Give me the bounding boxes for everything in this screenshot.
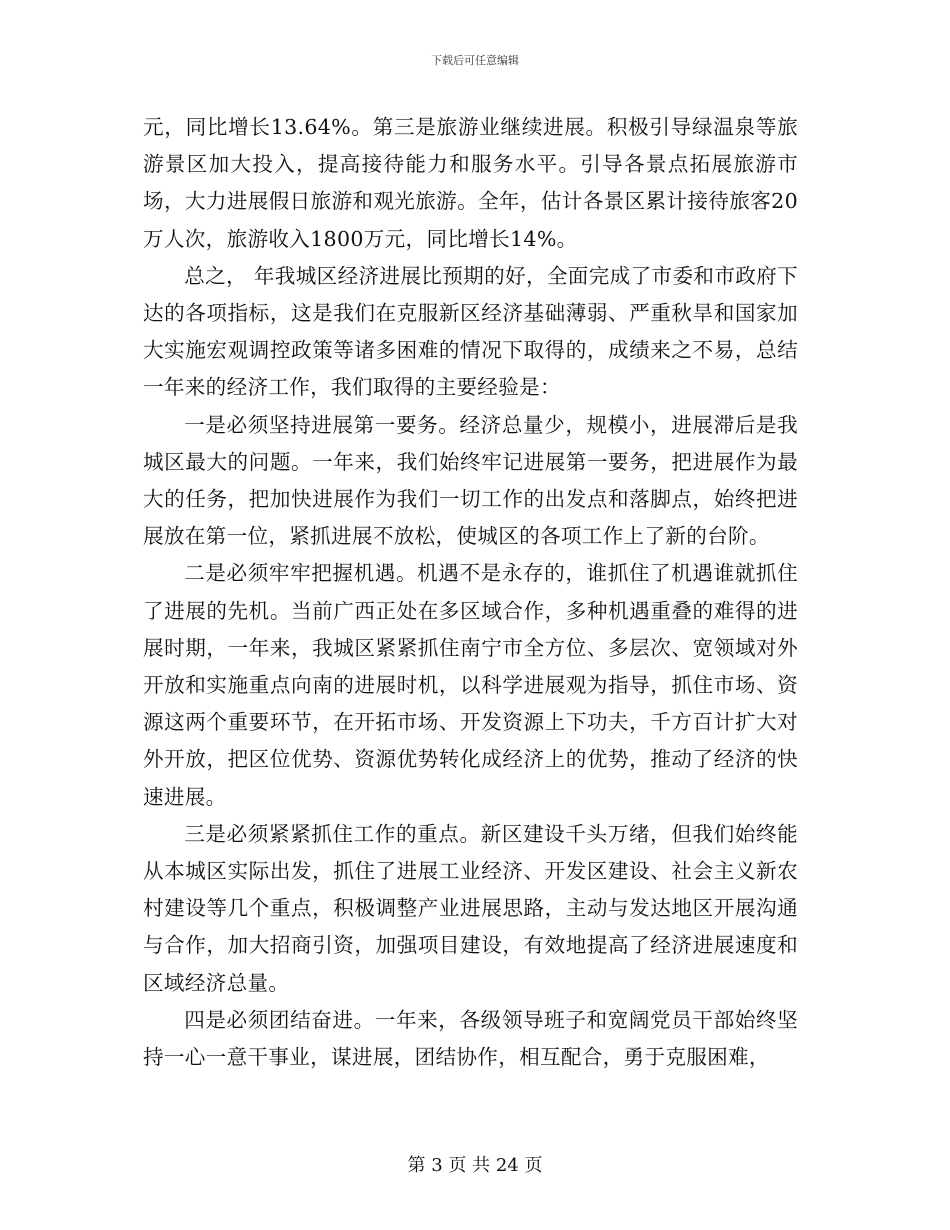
paragraph-continuation: 元，同比增长13.64%。第三是旅游业继续进展。积极引导绿温泉等旅游景区加大投入，提高接待能力和服务水平。引导各景点拓展旅游市场，大力进展假日旅游和观光旅游。全年，估计各景区累计接待旅客20万人次，旅游收入1800万元，同比增长14%。 bbox=[143, 115, 798, 251]
paragraph-summary: 总之， 年我城区经济进展比预期的好，全面完成了市委和市政府下达的各项指标，这是我们在克服新区经济基础薄弱、严重秋旱和国家加大实施宏观调控政策等诸多困难的情况下取得的，成绩来之不易，总结一年来的经济工作，我们取得的主要经验是： bbox=[143, 263, 798, 400]
page-header: 下载后可任意编辑 bbox=[431, 54, 519, 67]
paragraph-experience-2: 二是必须牢牢把握机遇。机遇不是永存的，谁抓住了机遇谁就抓住了进展的先机。当前广西正处在多区域合作，多种机遇重叠的难得的进展时期，一年来，我城区紧紧抓住南宁市全方位、多层次、宽领域对外开放和实施重点向南的进展时机，以科学进展观为指导，抓住市场、资源这两个重要环节，在开拓市场、开发资源上下功夫，千方百计扩大对外开放，把区位优势、资源优势转化成经济上的优势，推动了经济的快速进展。 bbox=[143, 561, 798, 809]
document-body bbox=[143, 109, 798, 1076]
page-number-footer: 第 3 页 共 24 页 bbox=[407, 1155, 543, 1176]
paragraph-experience-1: 一是必须坚持进展第一要务。经济总量少，规模小，进展滞后是我城区最大的问题。一年来，我们始终牢记进展第一要务，把进展作为最大的任务，把加快进展作为我们一切工作的出发点和落脚点，始终把进展放在第一位，紧抓进展不放松，使城区的各项工作上了新的台阶。 bbox=[143, 412, 798, 549]
paragraph-experience-3: 三是必须紧紧抓住工作的重点。新区建设千头万绪，但我们始终能从本城区实际出发，抓住了进展工业经济、开发区建设、社会主义新农村建设等几个重点，积极调整产业进展思路，主动与发达地区开展沟通与合作，加大招商引资，加强项目建设，有效地提高了经济进展速度和区域经济总量。 bbox=[143, 821, 798, 995]
paragraph-experience-4: 四是必须团结奋进。一年来，各级领导班子和宽阔党员干部始终坚持一心一意干事业，谋进展，团结协作，相互配合，勇于克服困难， bbox=[143, 1007, 798, 1070]
